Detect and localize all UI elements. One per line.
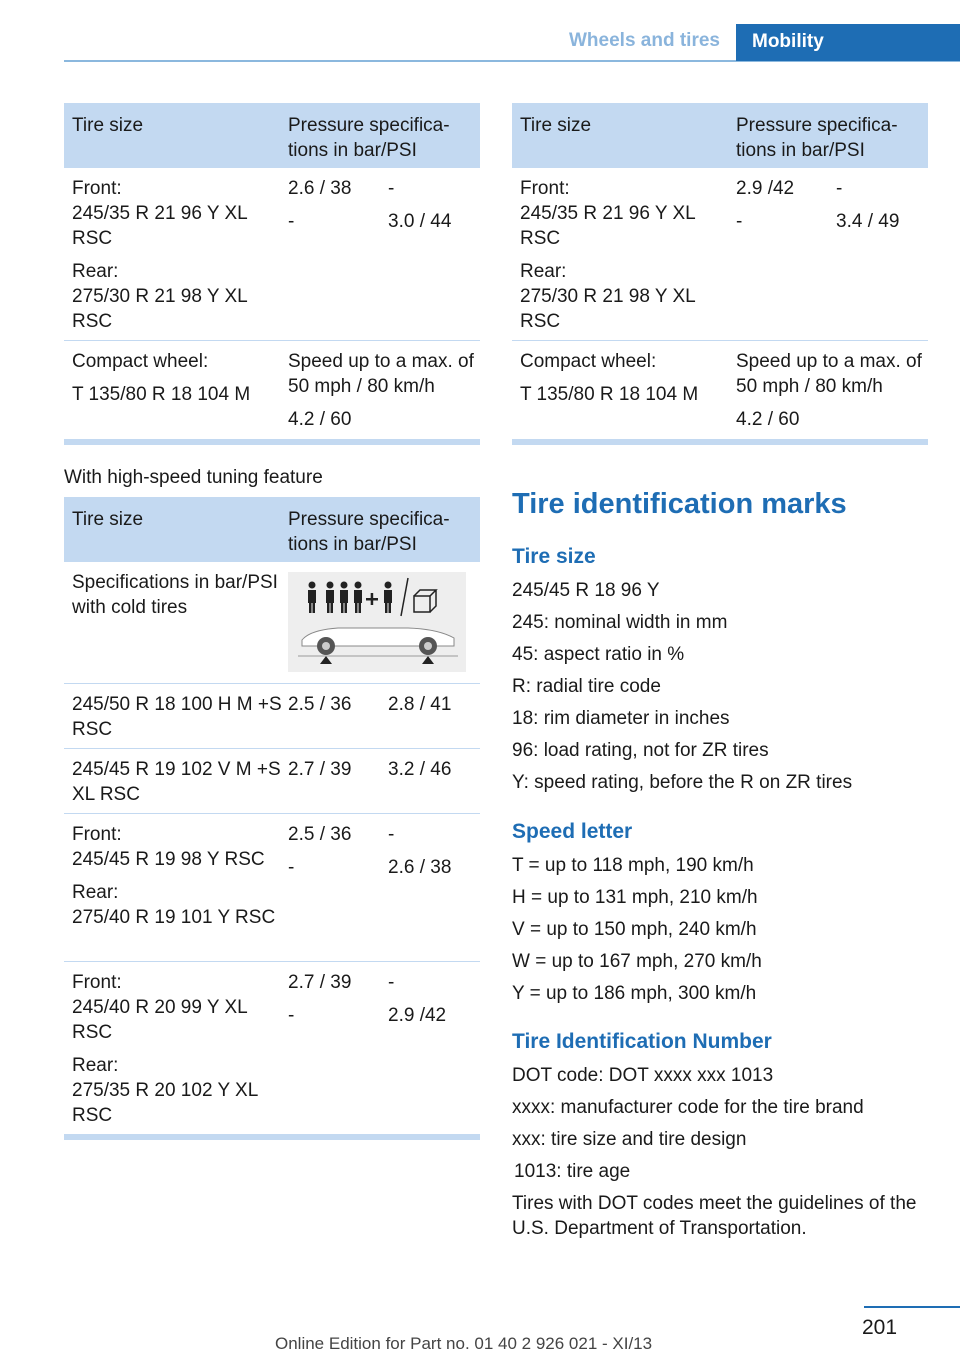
front-label: Front:: [72, 178, 122, 199]
load-diagram-icon: [288, 572, 466, 672]
rear-label: Rear:: [72, 1055, 119, 1076]
table-bottom-bar: [64, 1134, 480, 1140]
front-size: 245/35 R 21 96 Y XL RSC: [520, 203, 696, 249]
col-tire-size: Tire size: [72, 509, 144, 530]
front-label: Front:: [72, 972, 122, 993]
right-top-table: [512, 103, 928, 445]
pressure-value: 3.4 / 49: [836, 211, 900, 232]
rear-label: Rear:: [72, 882, 119, 903]
tin-line: DOT code: DOT xxxx xxx 1013: [512, 1065, 774, 1086]
left-top-table: [64, 103, 480, 445]
table-header: [512, 103, 928, 168]
size-line: 45: aspect ratio in %: [512, 644, 685, 665]
table-bottom-bar: [64, 439, 480, 445]
load-diagram: [288, 572, 466, 672]
pressure-value: 3.2 / 46: [388, 759, 452, 780]
pressure-value: -: [388, 824, 395, 845]
table-row: [64, 684, 480, 749]
pressure-value: 2.9 /42: [736, 178, 795, 199]
table-row: [64, 562, 480, 684]
pressure-value: 3.0 / 44: [388, 211, 452, 232]
col-tire-size: Tire size: [520, 115, 592, 136]
spec-text: Specifications in bar/PSI with cold tires: [72, 572, 278, 618]
pressure-value: 2.5 / 36: [288, 824, 352, 845]
pressure-value: -: [736, 211, 743, 232]
compact-label: Compact wheel:: [520, 351, 657, 372]
footer-rule: [864, 1306, 960, 1308]
rear-label: Rear:: [520, 261, 567, 282]
pressure-value: 2.6 / 38: [288, 178, 352, 199]
tin-heading: Tire Identification Number: [512, 1030, 772, 1053]
size-line: 18: rim diameter in inches: [512, 708, 730, 729]
col-pressure: Pressure specifica- tions in bar/PSI: [288, 509, 450, 555]
table-row: [64, 749, 480, 814]
compact-value: 4.2 / 60: [736, 409, 800, 430]
header-section-title: Wheels and tires: [569, 30, 720, 51]
speed-line: W = up to 167 mph, 270 km/h: [512, 951, 762, 972]
compact-note: Speed up to a max. of 50 mph / 80 km/h: [736, 351, 922, 397]
table-row: [64, 341, 480, 439]
pressure-value: -: [388, 178, 395, 199]
speed-letter-heading: Speed letter: [512, 820, 633, 843]
tire-size: 245/50 R 18 100 H M +S RSC: [72, 694, 282, 740]
speed-line: T = up to 118 mph, 190 km/h: [512, 855, 754, 876]
table-row: [512, 341, 928, 439]
table-row: [64, 962, 480, 1134]
pressure-value: -: [836, 178, 843, 199]
pressure-value: 2.7 / 39: [288, 972, 352, 993]
high-speed-label: With high-speed tuning feature: [64, 467, 323, 488]
rear-size: 275/30 R 21 98 Y XL RSC: [520, 286, 696, 332]
size-line: 245: nominal width in mm: [512, 612, 728, 633]
col-pressure: Pressure specifica- tions in bar/PSI: [736, 115, 898, 161]
front-size: 245/40 R 20 99 Y XL RSC: [72, 997, 248, 1043]
pressure-value: 2.9 /42: [388, 1005, 447, 1026]
compact-size: T 135/80 R 18 104 M: [72, 384, 251, 405]
col-pressure: Pressure specifica- tions in bar/PSI: [288, 115, 450, 161]
pressure-value: 2.5 / 36: [288, 694, 352, 715]
compact-label: Compact wheel:: [72, 351, 209, 372]
size-line: 245/45 R 18 96 Y: [512, 580, 660, 601]
rear-size: 275/35 R 20 102 Y XL RSC: [72, 1080, 258, 1126]
front-size: 245/35 R 21 96 Y XL RSC: [72, 203, 248, 249]
front-label: Front:: [72, 824, 122, 845]
pressure-value: 2.8 / 41: [388, 694, 452, 715]
size-line: 96: load rating, not for ZR tires: [512, 740, 769, 761]
table-header: [64, 497, 480, 562]
pressure-value: -: [288, 857, 295, 878]
high-speed-table: [64, 497, 480, 1140]
size-line: R: radial tire code: [512, 676, 661, 697]
compact-note: Speed up to a max. of 50 mph / 80 km/h: [288, 351, 474, 397]
rear-size: 275/40 R 19 101 Y RSC: [72, 907, 276, 928]
col-tire-size: Tire size: [72, 115, 144, 136]
speed-line: V = up to 150 mph, 240 km/h: [512, 919, 757, 940]
table-row: [64, 168, 480, 341]
speed-line: Y = up to 186 mph, 300 km/h: [512, 983, 757, 1004]
table-row: [512, 168, 928, 341]
tire-size: 245/45 R 19 102 V M +S XL RSC: [72, 759, 281, 805]
header-chapter-tab: Mobility: [736, 24, 960, 61]
pressure-value: -: [388, 972, 395, 993]
tin-note: Tires with DOT codes meet the guidelines of the U.S. Department of Transportation.: [512, 1193, 917, 1239]
edition-text: Online Edition for Part no. 01 40 2 926 021 - XI/13: [275, 1334, 653, 1353]
pressure-value: 2.7 / 39: [288, 759, 352, 780]
rear-size: 275/30 R 21 98 Y XL RSC: [72, 286, 248, 332]
page-number: 201: [862, 1316, 898, 1339]
pressure-value: -: [288, 211, 295, 232]
table-bottom-bar: [512, 439, 928, 445]
table-row: [64, 814, 480, 962]
size-line: Y: speed rating, before the R on ZR tires: [512, 772, 853, 793]
pressure-value: -: [288, 1005, 295, 1026]
tin-line: xxx: tire size and tire design: [512, 1129, 747, 1150]
front-size: 245/45 R 19 98 Y RSC: [72, 849, 265, 870]
tin-line: 1013: tire age: [514, 1161, 631, 1182]
tin-line: xxxx: manufacturer code for the tire brand: [512, 1097, 864, 1118]
section-title: Tire identification marks: [512, 488, 847, 520]
compact-value: 4.2 / 60: [288, 409, 352, 430]
tire-size-heading: Tire size: [512, 545, 596, 568]
table-header: [64, 103, 480, 168]
compact-size: T 135/80 R 18 104 M: [520, 384, 699, 405]
speed-line: H = up to 131 mph, 210 km/h: [512, 887, 758, 908]
front-label: Front:: [520, 178, 570, 199]
pressure-value: 2.6 / 38: [388, 857, 452, 878]
rear-label: Rear:: [72, 261, 119, 282]
